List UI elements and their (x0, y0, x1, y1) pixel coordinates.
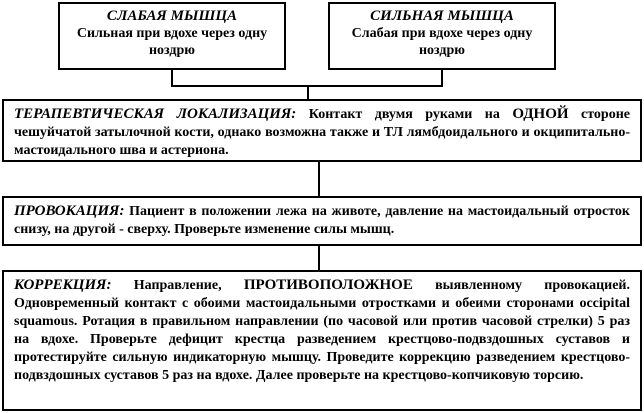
connector-to-provocation (318, 162, 320, 196)
therapy-text-before: Контакт двумя руками на (296, 107, 513, 122)
correction-box (2, 270, 642, 411)
weak-muscle-box (58, 2, 286, 70)
provocation-keyword: ПРОВОКАЦИЯ: (14, 203, 125, 219)
provocation-box (2, 196, 642, 246)
connector-to-correction (318, 246, 320, 270)
connector-strong-down (441, 70, 443, 86)
correction-text-after: выявленному провокацией. Одновременный контакт с обоими мастоидальными отростками и обеими сторонами occipital squamous. Ротация в правильном направлении (по часовой или против часовой стрелки) 5 раз на вдохе. Проверьте дефицит крестца разведением крестцово-подвздошных суставов и протестируйте сильную индикаторную мышцу. Проведите коррекцию разведением крестцово-подвздошных суставов 5 раз на вдохе. Далее проверьте на крестцово-копчиковую торсию. (14, 278, 630, 383)
weak-muscle-title: СЛАБАЯ МЫШЦА (106, 8, 238, 24)
correction-text-before: Направление, (111, 278, 244, 293)
strong-muscle-title: СИЛЬНАЯ МЫШЦА (370, 8, 514, 24)
strong-muscle-box (328, 2, 556, 70)
provocation-body: Пациент в положении лежа на животе, давление на мастоидальный отросток снизу, на другой - сверху. Проверьте изменение силы мышц. (14, 204, 630, 237)
connector-to-therapy (307, 85, 309, 99)
weak-muscle-line1: Сильная при вдохе через одну (76, 26, 268, 41)
provocation-text (4, 198, 640, 239)
correction-emphasis: ПРОТИВОПОЛОЖНОЕ (243, 277, 413, 293)
correction-keyword: КОРРЕКЦИЯ: (14, 277, 112, 293)
therapeutic-localization-box (2, 99, 642, 162)
therapy-text-after: стороне чешуйчатой затылочной кости, однако возможна также и ТЛ лямбдоидального и окципитально-мастоидального шва и астериона. (14, 107, 630, 158)
connector-weak-down (171, 70, 173, 86)
therapy-emphasis: ОДНОЙ (512, 106, 569, 122)
weak-muscle-line2: ноздрю (148, 43, 195, 58)
therapeutic-localization-text (4, 101, 640, 160)
therapeutic-localization-keyword: ТЕРАПЕВТИЧЕСКАЯ ЛОКАЛИЗАЦИЯ: (14, 106, 297, 122)
strong-muscle-line2: ноздрю (418, 43, 465, 58)
strong-muscle-line1: Слабая при вдохе через одну (351, 26, 533, 41)
correction-text (4, 272, 640, 385)
